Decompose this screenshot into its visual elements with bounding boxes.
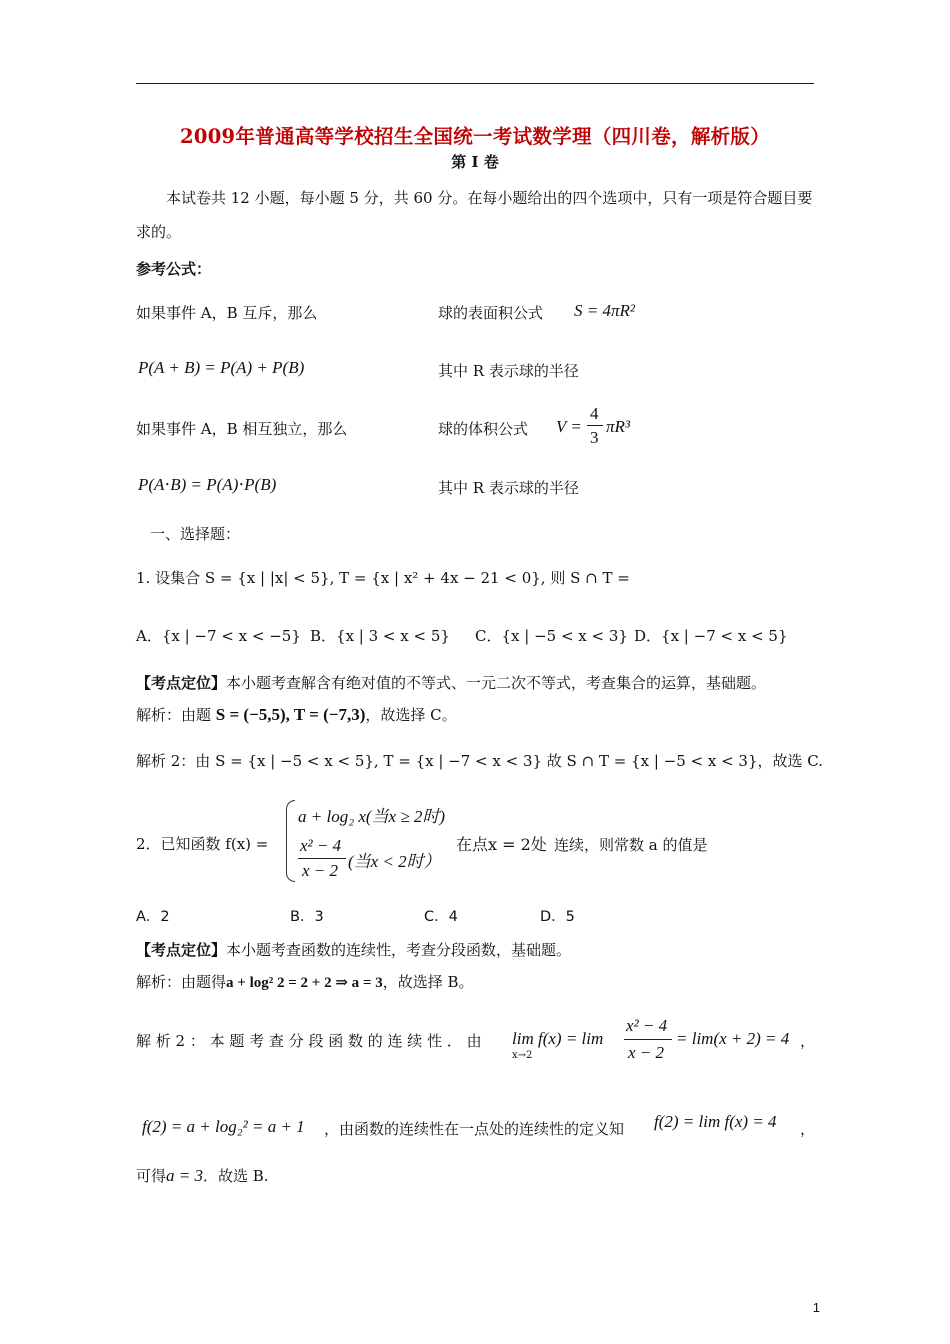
jiexi-4-end: ．故选 B.	[203, 1167, 269, 1185]
page-number: 1	[812, 1300, 820, 1315]
intro-paragraph: 本试卷共 12 小题，每小题 5 分，共 60 分。在每小题给出的四个选项中，只有一项是符合题目要求的。	[136, 189, 813, 241]
question-1-kaodian	[136, 672, 766, 693]
question-2-limit-sub: x→2	[512, 1050, 533, 1061]
kaodian-text: 本小题考查函数的连续性，考查分段函数，基础题。	[226, 941, 572, 959]
jiexi-4-text: 可得	[136, 1167, 167, 1185]
jiexi-math: a + log² 2 = 2 + 2 ⇒ a = 3	[226, 975, 383, 991]
sphere-volume-lhs: V =	[556, 417, 582, 436]
question-2-point-text: 在点x = 2处	[456, 835, 547, 854]
question-2-jiexi-3-math-2: f(2) = lim f(x) = 4	[654, 1112, 777, 1131]
formula-heading: 参考公式：	[136, 260, 212, 278]
question-2-limit-bar	[624, 1039, 672, 1040]
sphere-volume-rest: πR³	[606, 417, 630, 436]
question-2-jiexi-3-end: ，	[800, 1120, 816, 1138]
question-2-stem-suffix: 连续，则常数 a 的值是	[554, 836, 708, 854]
question-2-jiexi-3-text: ，由函数的连续性在一点处的连续性的定义知	[324, 1120, 625, 1138]
header-rule	[136, 83, 814, 84]
piecewise-case-2-cond: (当x < 2时）	[348, 852, 441, 871]
question-2-jiexi-2-end: ，	[800, 1032, 816, 1050]
piecewise-case-2-num: x² − 4	[300, 836, 342, 855]
question-1-option-b: B．{x | 3 < x < 5}	[310, 627, 450, 645]
question-1-option-c: C．{x | −5 < x < 3}	[475, 627, 628, 645]
question-2-kaodian	[136, 939, 571, 960]
sphere-volume-den: 3	[590, 428, 599, 447]
jiexi-label: 解析：由题	[136, 706, 216, 724]
question-2-option-b: B．3	[290, 909, 324, 925]
question-2-limit-num: x² − 4	[626, 1016, 668, 1035]
sphere-volume-fraction-bar	[587, 425, 603, 426]
piecewise-case-2-bar	[298, 858, 346, 859]
independent-product-formula: P(A⋅B) = P(A)⋅P(B)	[138, 475, 277, 494]
kaodian-label: 【考点定位】	[136, 941, 227, 959]
radius-note-1: 其中 R 表示球的半径	[438, 362, 579, 380]
jiexi-end: ，故选择 B。	[382, 973, 474, 991]
question-1-jiexi-2: 解析 2：由 S = {x | −5 < x < 5}, T = {x | −7 < x < 3} 故 S ∩ T = {x | −5 < x < 3}，故选 C.	[136, 752, 823, 770]
question-1-jiexi-1	[136, 704, 457, 725]
question-2-option-d: D．5	[540, 909, 575, 925]
exclusive-sum-formula: P(A + B) = P(A) + P(B)	[138, 358, 305, 377]
kaodian-label: 【考点定位】	[136, 674, 227, 692]
jiexi-4-math: a = 3	[166, 1166, 203, 1185]
question-2-option-a: A．2	[136, 909, 170, 925]
radius-note-2: 其中 R 表示球的半径	[438, 479, 579, 497]
formula-exclusive-label: 如果事件 A，B 互斥，那么	[136, 304, 318, 322]
piecewise-case-1: a + log₂ x(当x ≥ 2时)	[298, 807, 446, 826]
question-2-limit-den: x − 2	[628, 1043, 665, 1062]
question-1-stem: 1. 设集合 S = {x | |x| < 5}, T = {x | x² + 4x − 21 < 0}, 则 S ∩ T =	[136, 569, 630, 587]
question-2-jiexi-4	[136, 1165, 269, 1186]
question-1-option-a: A．{x | −7 < x < −5}	[136, 627, 301, 645]
document-title: 2009年普通高等学校招生全国统一考试数学理（四川卷，解析版）	[179, 125, 771, 148]
question-2-jiexi-1	[136, 971, 474, 992]
sphere-area-formula: S = 4πR²	[574, 301, 635, 320]
formula-independent-label: 如果事件 A，B 相互独立，那么	[136, 420, 348, 438]
question-1-option-d: D．{x | −7 < x < 5}	[634, 627, 788, 645]
section-choice-heading: 一、选择题：	[150, 525, 241, 543]
question-2-limit-2: = lim(x + 2) = 4	[676, 1029, 790, 1048]
kaodian-text: 本小题考查解含有绝对值的不等式、一元二次不等式，考查集合的运算，基础题。	[226, 674, 767, 692]
question-2-limit-1: lim f(x) = lim	[512, 1029, 604, 1048]
question-2-jiexi-2-text: 解 析 2 ： 本 题 考 查 分 段 函 数 的 连 续 性 ． 由	[136, 1032, 482, 1050]
jiexi-math: S = (−5,5), T = (−7,3)	[215, 705, 366, 724]
piecewise-brace	[286, 800, 295, 882]
jiexi-end: ，故选择 C。	[365, 706, 457, 724]
sphere-volume-label: 球的体积公式	[438, 420, 529, 438]
piecewise-case-2-den: x − 2	[302, 861, 339, 880]
jiexi-label: 解析：由题得	[136, 973, 227, 991]
question-2-option-c: C．4	[424, 909, 458, 925]
section-heading: 第 I 卷	[451, 153, 499, 171]
question-2-stem-prefix: 2．已知函数 f(x) =	[136, 835, 269, 853]
sphere-volume-num: 4	[590, 404, 599, 423]
sphere-area-label: 球的表面积公式	[438, 304, 544, 322]
question-2-jiexi-3-math: f(2) = a + log₂² = a + 1	[142, 1117, 305, 1136]
